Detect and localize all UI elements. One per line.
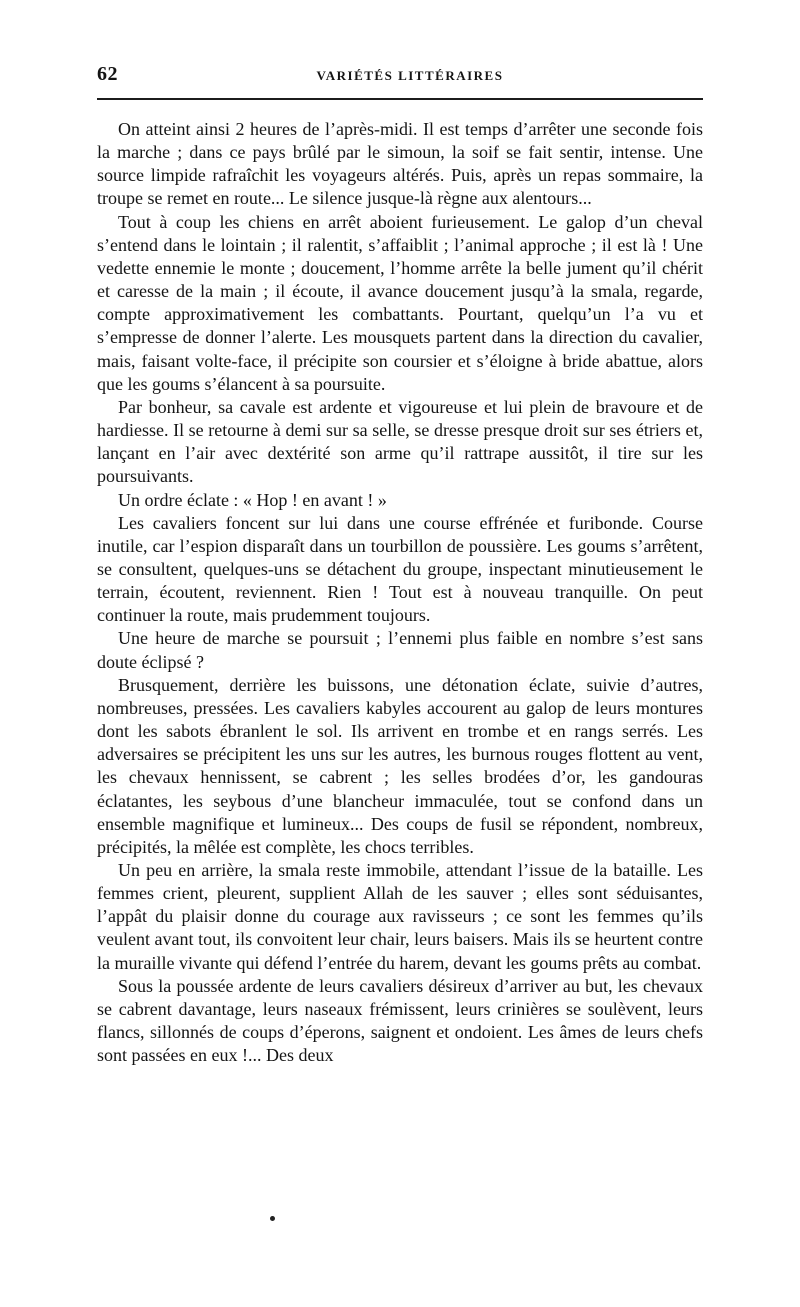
running-title: VARIÉTÉS LITTÉRAIRES [316, 68, 504, 83]
paragraph: Une heure de marche se poursuit ; l’ennemi plus faible en nombre s’est sans doute éclipsé ? [97, 628, 703, 672]
paragraph: Les cavaliers foncent sur lui dans une course effrénée et furibonde. Course inutile, car l’espion disparaît dans un tourbillon de poussière. Les goums s’arrêtent, se consultent, quelques-uns se détachent du groupe, inspectant minutieusement le terrain, écoutent, reviennent. Rien ! Tout est à nouveau tranquille. On peut continuer la route, mais prudemment toujours. [97, 512, 703, 626]
header-rule [97, 98, 703, 100]
body-text [97, 118, 703, 1067]
page-number: 62 [97, 63, 118, 85]
paragraph: Tout à coup les chiens en arrêt aboient furieusement. Le galop d’un cheval s’entend dans le lointain ; il ralentit, s’affaiblit ; l’animal approche ; il est là ! Une vedette ennemie le monte ; doucement, l’homme arrête la belle jument qu’il chérit et caresse de la main ; il écoute, il avance doucement jusqu’à la smala, regarde, compte approximativement les combattants. Pourtant, quelqu’un l’a vu et s’empresse de donner l’alerte. Les mousquets partent dans la direction du cavalier, mais, faisant volte-face, il précipite son coursier et s’éloigne à bride abattue, alors que les goums s’élancent à sa poursuite. [97, 211, 703, 394]
paragraph: On atteint ainsi 2 heures de l’après-midi. Il est temps d’arrêter une seconde fois la marche ; dans ce pays brûlé par le simoun, la soif se fait sentir, intense. Une source limpide rafraîchit les voyageurs altérés. Puis, après un repas sommaire, la troupe se remet en route... Le silence jusque-là règne aux alentours... [97, 119, 703, 209]
print-mark [270, 1216, 275, 1221]
paragraph: Sous la poussée ardente de leurs cavaliers désireux d’arriver au but, les chevaux se cabrent davantage, leurs naseaux frémissent, leurs crinières se soulèvent, leurs flancs, sillonnés de coups d’éperons, saignent et ondoient. Les âmes de leurs chefs sont passées en eux !... Des deux [97, 975, 703, 1066]
paragraph: Un ordre éclate : « Hop ! en avant ! » [118, 489, 387, 510]
paragraph: Un peu en arrière, la smala reste immobile, attendant l’issue de la bataille. Les femmes crient, pleurent, supplient Allah de les sauver ; elles sont séduisantes, l’appât du plaisir donne du courage aux ravisseurs ; ce sont les femmes qu’ils veulent avant tout, ils convoitent leur chair, leurs baisers. Mais ils se heurtent contre la muraille vivante qui défend l’entrée du harem, devant les goums prêts au combat. [97, 860, 703, 973]
paragraph: Par bonheur, sa cavale est ardente et vigoureuse et lui plein de bravoure et de hardiesse. Il se retourne à demi sur sa selle, se dresse presque droit sur ses étriers et, lançant en l’air avec dextérité son arme qu’il rattrape aussitôt, il tire sur les poursuivants. [97, 396, 703, 487]
paragraph: Brusquement, derrière les buissons, une détonation éclate, suivie d’autres, nombreuses, pressées. Les cavaliers kabyles accourent au galop de leurs montures dont les sabots ébranlent le sol. Ils arrivent en trombe et en rangs serrés. Les adversaires se précipitent les uns sur les autres, les burnous rouges flottent au vent, les chevaux hennissent, se cabrent ; les selles brodées d’or, les gandouras éclatantes, les seybous d’une blancheur immaculée, tout se confond dans un ensemble magnifique et lumineux... Des coups de fusil se répondent, nombreux, précipités, la mêlée est complète, les chocs terribles. [97, 674, 703, 857]
